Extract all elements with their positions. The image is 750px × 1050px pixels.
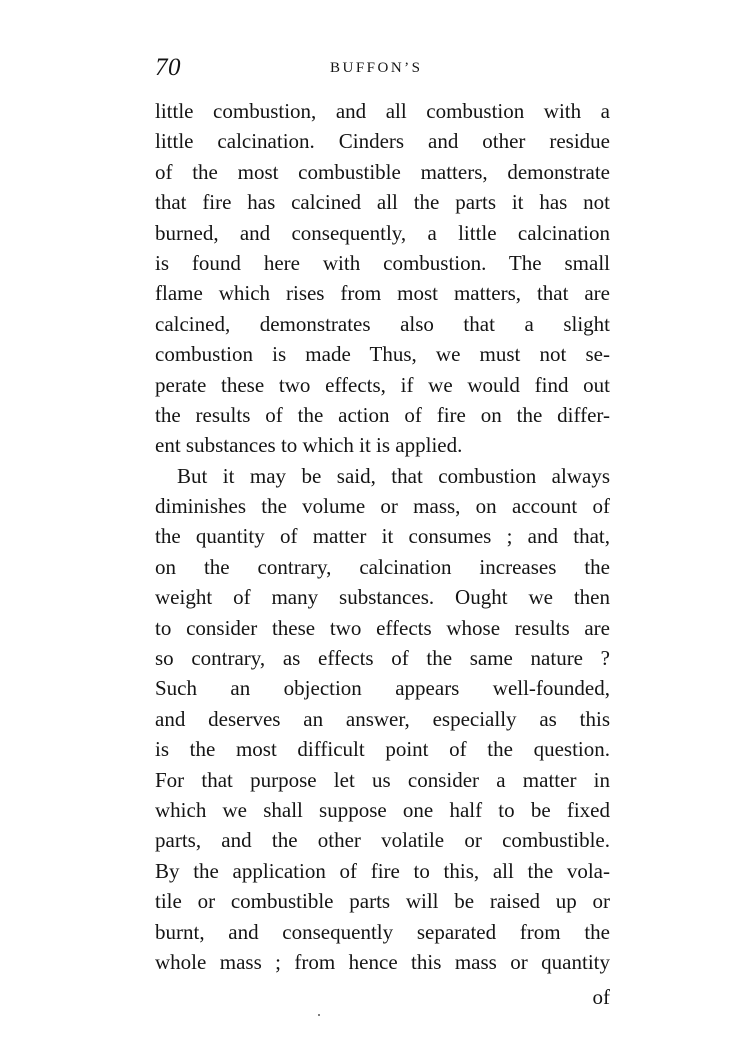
body-text	[155, 96, 610, 977]
text-line: combustion is made Thus, we must not se-	[155, 342, 610, 367]
text-line: the quantity of matter it consumes ; and that,	[155, 524, 610, 549]
catchword: of	[592, 985, 610, 1009]
text-line: diminishes the volume or mass, on account of	[155, 494, 610, 519]
text-line: little combustion, and all combustion with a	[155, 99, 610, 123]
text-line: perate these two effects, if we would find out	[155, 372, 610, 397]
text-line: flame which rises from most matters, that are	[155, 281, 610, 306]
text-line: of the most combustible matters, demonstrate	[155, 159, 610, 184]
text-line: burnt, and consequently separated from the	[155, 919, 610, 944]
text-line: and deserves an answer, especially as this	[155, 706, 610, 731]
text-line: to consider these two effects whose results are	[155, 615, 610, 640]
text-line: For that purpose let us consider a matter in	[155, 767, 610, 792]
paper-speck	[318, 1014, 320, 1016]
text-line: is the most difficult point of the question.	[155, 737, 610, 762]
text-line: ent substances to which it is applied.	[155, 433, 463, 458]
text-line: that fire has calcined all the parts it has not	[155, 190, 610, 215]
text-line: tile or combustible parts will be raised up or	[155, 889, 610, 914]
text-line: parts, and the other volatile or combustible.	[155, 828, 610, 853]
text-line: But it may be said, that combustion always	[177, 463, 610, 488]
running-header	[155, 52, 610, 92]
text-line: whole mass ; from hence this mass or quantity	[155, 949, 610, 974]
running-title: BUFFON’S	[330, 60, 423, 76]
text-line: weight of many substances. Ought we then	[155, 585, 610, 610]
text-line: is found here with combustion. The small	[155, 250, 610, 275]
text-line: the results of the action of fire on the differ-	[155, 402, 610, 427]
page-number: 70	[155, 54, 181, 81]
text-line: calcined, demonstrates also that a slight	[155, 311, 610, 336]
text-line: By the application of fire to this, all the vola-	[155, 858, 610, 883]
text-line: Such an objection appears well-founded,	[155, 676, 610, 701]
text-line: little calcination. Cinders and other residue	[155, 129, 610, 154]
text-line: which we shall suppose one half to be fixed	[155, 797, 610, 822]
text-line: burned, and consequently, a little calcination	[155, 220, 610, 245]
text-line: so contrary, as effects of the same nature ?	[155, 646, 610, 671]
text-line: on the contrary, calcination increases the	[155, 554, 610, 579]
